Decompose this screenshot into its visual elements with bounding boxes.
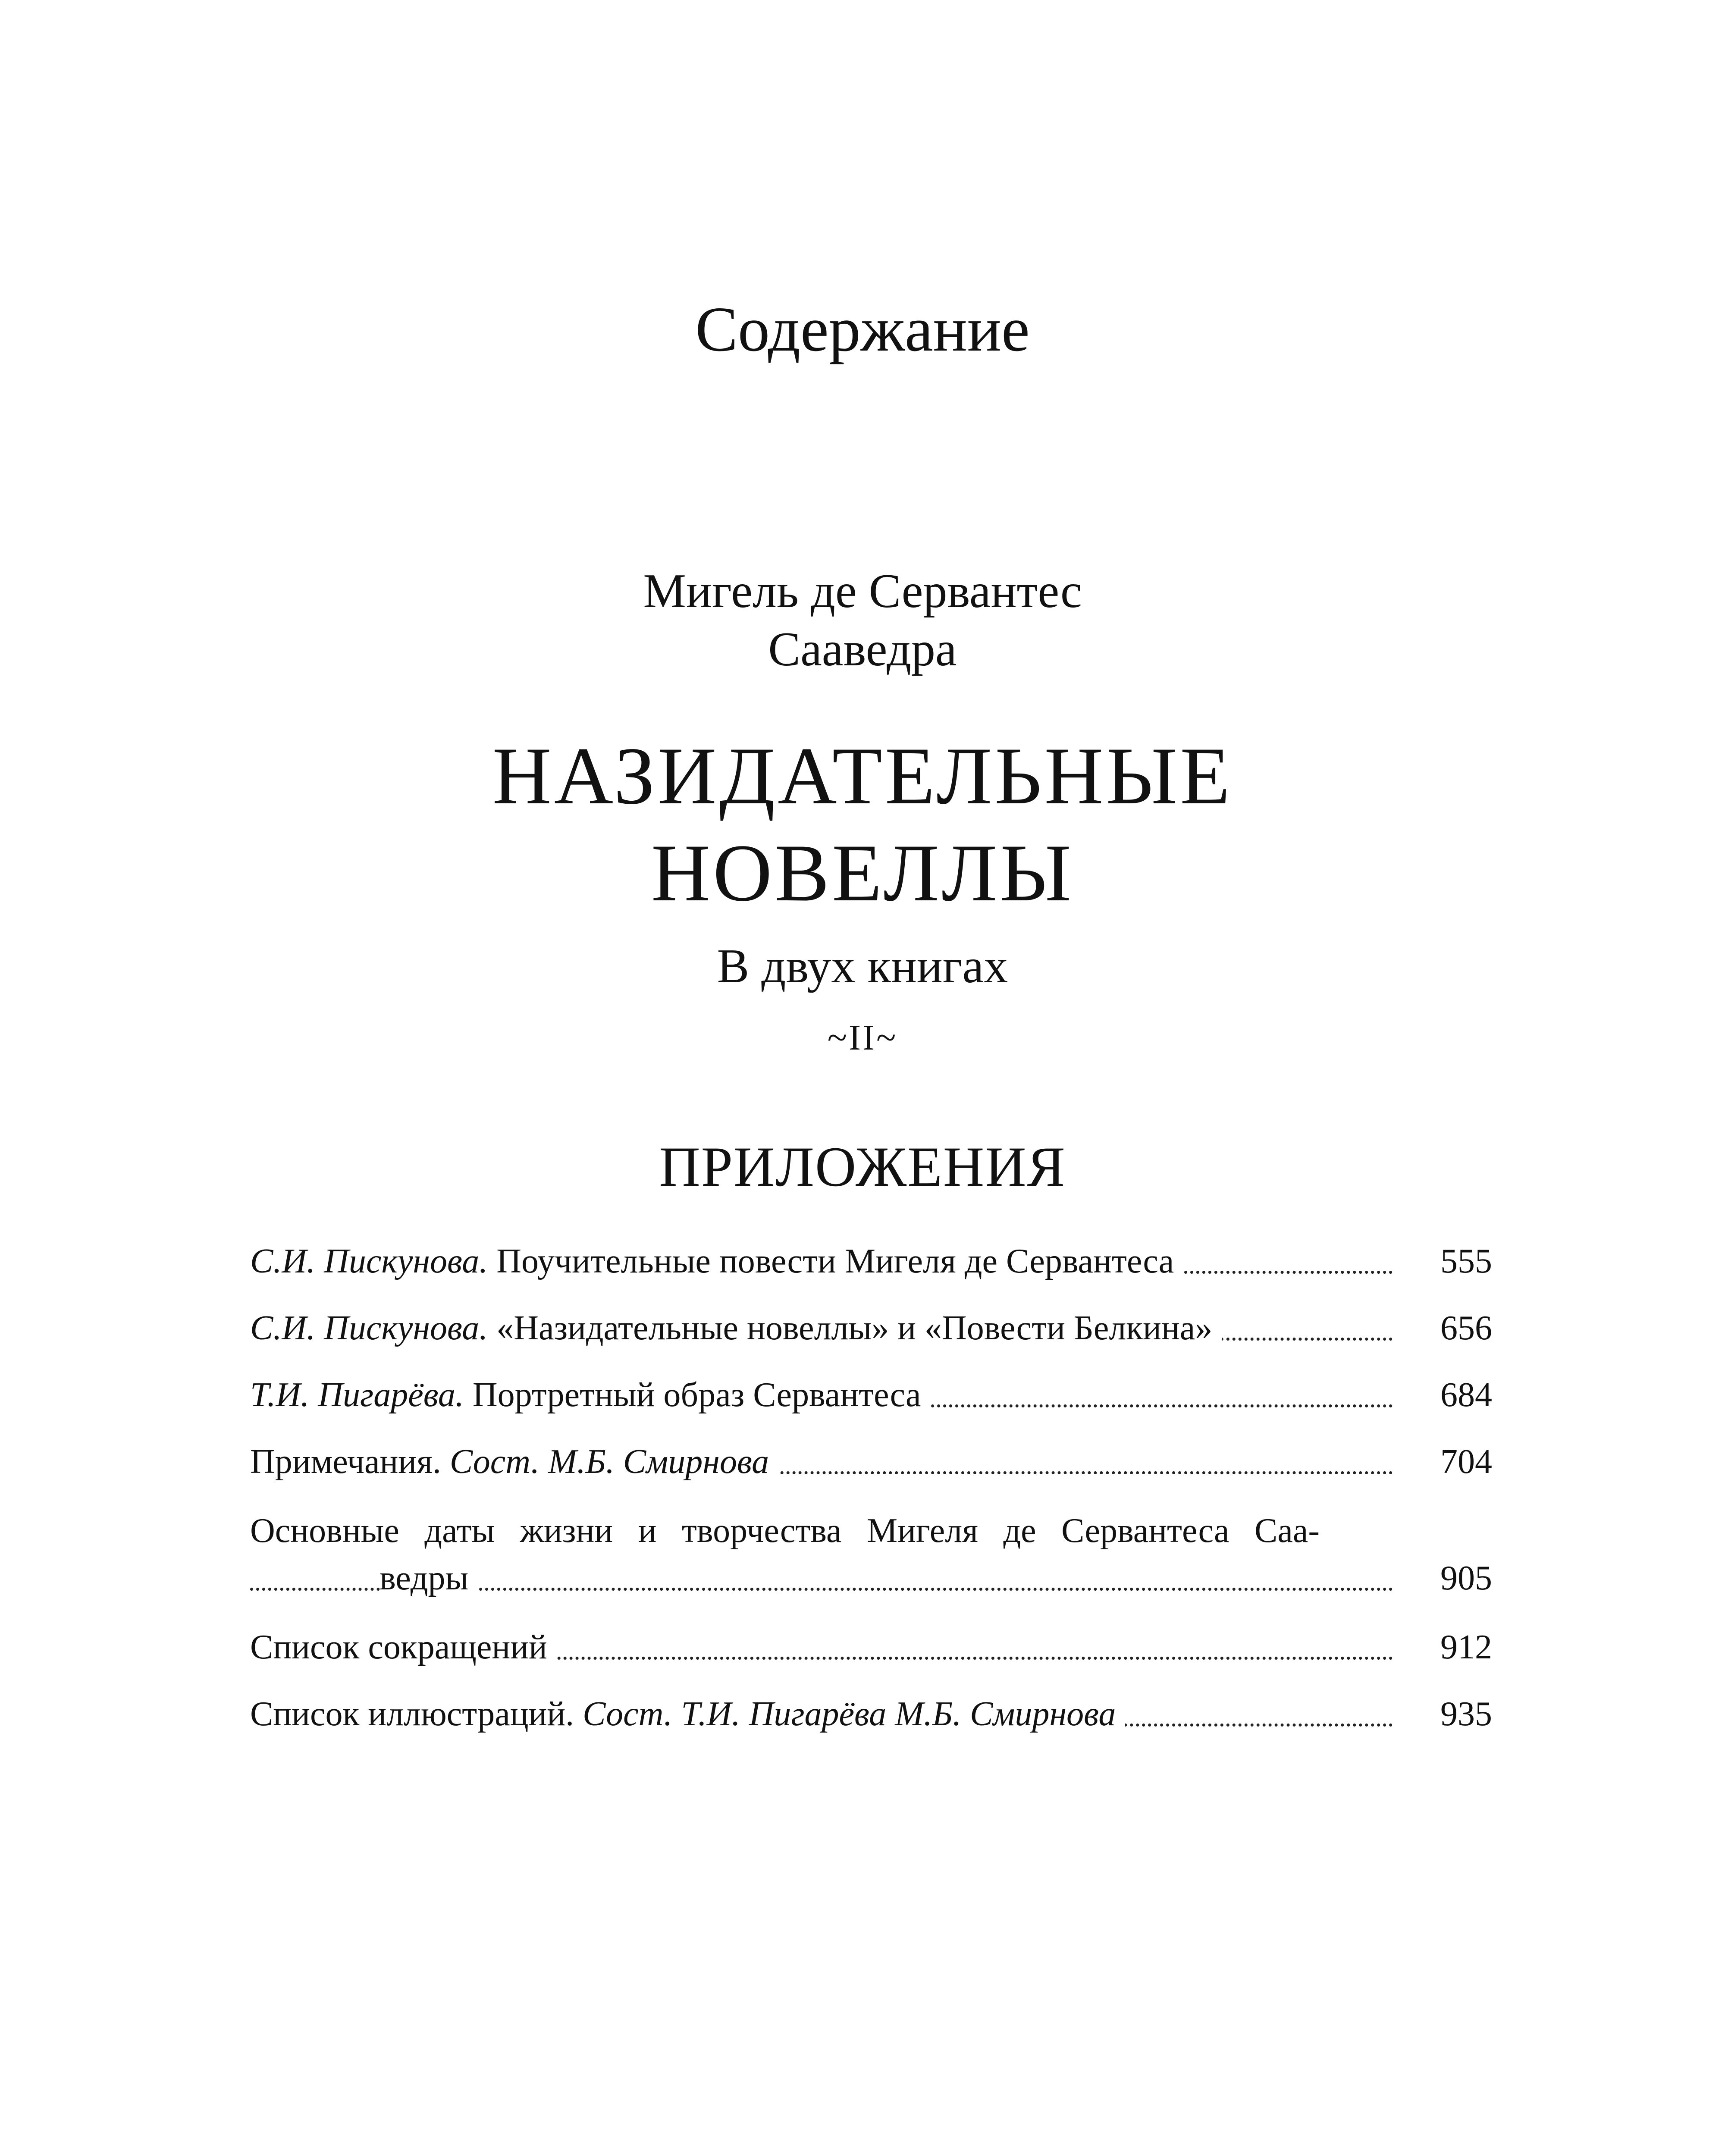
book-title-line-2: НОВЕЛЛЫ — [651, 828, 1074, 918]
toc-entry-text — [250, 1240, 1183, 1283]
toc-entry-page-number: 912 — [1440, 1628, 1492, 1666]
toc-entry[interactable] — [250, 1557, 1492, 1600]
toc-entry[interactable] — [250, 1692, 1492, 1736]
toc-entry-title-line-1[interactable]: Основные даты жизни и творчества Мигеля де Сервантеса Саа- — [250, 1512, 1320, 1550]
books-count-subtitle: В двух книгах — [717, 940, 1008, 993]
toc-entry-title: Примечания. — [250, 1443, 441, 1481]
toc-entry-author: С.И. Пискунова. — [250, 1242, 488, 1280]
toc-entry-page-number: 555 — [1440, 1242, 1492, 1280]
toc-entry-page-number: 684 — [1440, 1376, 1492, 1414]
toc-entry[interactable] — [250, 1440, 1492, 1483]
toc-entry-title: Список иллюстраций. — [250, 1695, 574, 1733]
book-title-line-1: НАЗИДАТЕЛЬНЫЕ — [492, 731, 1233, 821]
toc-entry-title: Портретный образ Сервантеса — [472, 1376, 921, 1414]
toc-entry-author: Т.И. Пигарёва. — [250, 1376, 464, 1414]
toc-entry[interactable] — [250, 1240, 1492, 1283]
toc-entry-page-number: 905 — [1440, 1559, 1492, 1597]
author-name-line-1: Мигель де Сервантес — [643, 564, 1082, 618]
toc-entry-text — [250, 1692, 1125, 1736]
toc-entry-title: Список сокращений — [250, 1628, 547, 1666]
toc-entry-title: Поучительные повести Мигеля де Сервантеса — [496, 1242, 1174, 1280]
contents-title: Содержание — [695, 294, 1030, 365]
toc-entry-title-line-2: ведры — [380, 1559, 469, 1597]
appendix-heading: ПРИЛОЖЕНИЯ — [659, 1135, 1066, 1198]
toc-entry-title: «Назидательные новеллы» и «Повести Белкина» — [496, 1309, 1213, 1347]
toc-entry-page-number: 935 — [1440, 1695, 1492, 1733]
toc-entry[interactable] — [250, 1373, 1492, 1416]
toc-entry-page-number: 656 — [1440, 1309, 1492, 1347]
toc-entry-compiler: Сост. М.Б. Смирнова — [449, 1443, 769, 1481]
toc-entry-text — [250, 1307, 1222, 1350]
toc-entry-text — [250, 1440, 778, 1483]
toc-entry-author: С.И. Пискунова. — [250, 1309, 488, 1347]
toc-entry-text — [380, 1557, 478, 1600]
toc-entry[interactable] — [250, 1307, 1492, 1350]
toc-entry-text — [250, 1373, 931, 1416]
toc-entry-page-number: 704 — [1440, 1443, 1492, 1481]
volume-number: ~II~ — [827, 1018, 898, 1058]
toc-entry[interactable] — [250, 1626, 1492, 1669]
toc-entry-compiler: Сост. Т.И. Пигарёва М.Б. Смирнова — [583, 1695, 1116, 1733]
toc-entry-text — [250, 1626, 557, 1669]
author-name-line-2: Сааведра — [768, 623, 957, 676]
